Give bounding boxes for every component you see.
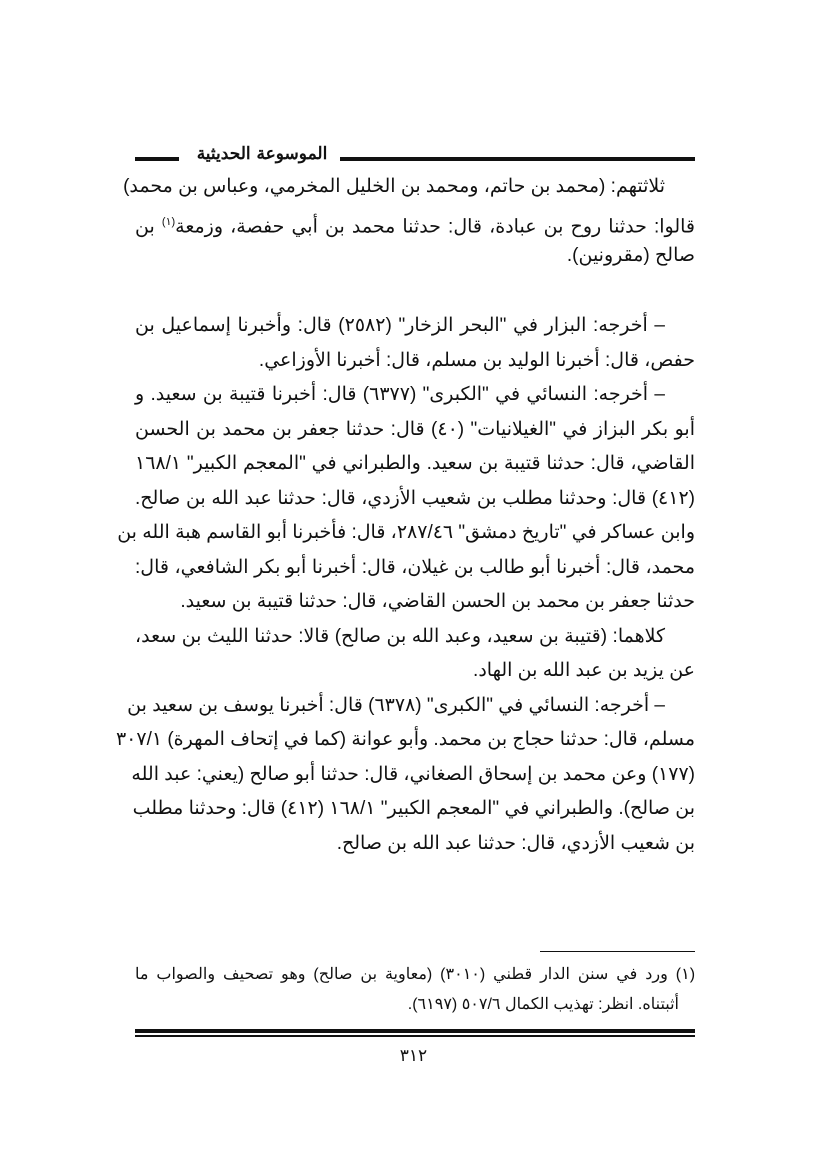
text-line: محمد، قال: أخبرنا أبو طالب بن غيلان، قال: أخبرنا أبو بكر الشافعي، قال: (135, 556, 695, 578)
text-span: بن (135, 215, 162, 237)
text-line: – أخرجه: النسائي في "الكبرى" (٦٣٧٧) قال: أخبرنا قتيبة بن سعيد. و (135, 384, 665, 405)
text-line: أبو بكر البزاز في "الغيلانيات" (٤٠) قال: حدثنا جعفر بن محمد بن الحسن (135, 418, 695, 440)
paragraph-1 (123, 170, 695, 274)
text-line: حدثنا جعفر بن محمد بن الحسن القاضي، قال: حدثنا قتيبة بن سعيد. (180, 591, 695, 612)
text-line (135, 205, 695, 240)
text-span: قالوا: حدثنا روح بن عبادة، قال: حدثنا محمد بن أبي حفصة، وزمعة (175, 215, 695, 237)
text-line: ثلاثتهم: (محمد بن حاتم، ومحمد بن الخليل المخرمي، وعباس بن محمد) (123, 176, 665, 197)
text-line: حفص، قال: أخبرنا الوليد بن مسلم، قال: أخبرنا الأوزاعي. (258, 349, 695, 371)
running-header (135, 144, 695, 172)
takhrij-section (115, 309, 695, 861)
text-line: صالح (مقرونين). (566, 245, 695, 266)
footnote-line: (١) ورد في سنن الدار قطني (٣٠١٠) (معاوية بن صالح) وهو تصحيف والصواب ما (135, 966, 696, 983)
text-line: بن صالح). والطبراني في "المعجم الكبير" ١٦٨/١ (٤١٢) قال: وحدثنا مطلب (132, 798, 695, 819)
header-title: الموسوعة الحديثية (196, 144, 328, 164)
footer-rule-thin (135, 1035, 695, 1037)
footer-rule (135, 1029, 695, 1033)
text-line: عن يزيد بن عبد الله بن الهاد. (473, 660, 695, 681)
footnote-line: أثبتناه. انظر: تهذيب الكمال ٥٠٧/٦ (٦١٩٧). (407, 996, 679, 1013)
text-line: – أخرجه: البزار في "البحر الزخار" (٢٥٨٢) قال: وأخبرنا إسماعيل بن (135, 315, 666, 336)
text-line: مسلم، قال: حدثنا حجاج بن محمد. وأبو عوانة (كما في إتحاف المهرة) ٣٠٧/١ (115, 729, 695, 750)
text-line: القاضي، قال: حدثنا قتيبة بن سعيد. والطبراني في "المعجم الكبير" ١٦٨/١ (135, 453, 695, 474)
text-line: – أخرجه: النسائي في "الكبرى" (٦٣٧٨) قال: أخبرنا يوسف بن سعيد بن (127, 694, 665, 716)
text-line: بن شعيب الأزدي، قال: حدثنا عبد الله بن صالح. (336, 832, 695, 854)
header-rule-right (340, 157, 695, 161)
text-line: كلاهما: (قتيبة بن سعيد، وعبد الله بن صالح) قالا: حدثنا الليث بن سعد، (135, 625, 665, 647)
footnote-ref[interactable]: (١) (161, 215, 176, 228)
page-number: ٣١٢ (399, 1046, 428, 1065)
header-rule-left (135, 157, 179, 161)
text-line: (١٧٧) وعن محمد بن إسحاق الصغاني، قال: حدثنا أبو صالح (يعني: عبد الله (131, 763, 695, 785)
text-line: (٤١٢) قال: وحدثنا مطلب بن شعيب الأزدي، قال: حدثنا عبد الله بن صالح. (135, 487, 695, 509)
footnote-separator (540, 951, 695, 952)
footnote-1 (135, 960, 695, 1020)
text-line: وابن عساكر في "تاريخ دمشق" ٢٨٧/٤٦، قال: فأخبرنا أبو القاسم هبة الله بن (117, 522, 695, 543)
